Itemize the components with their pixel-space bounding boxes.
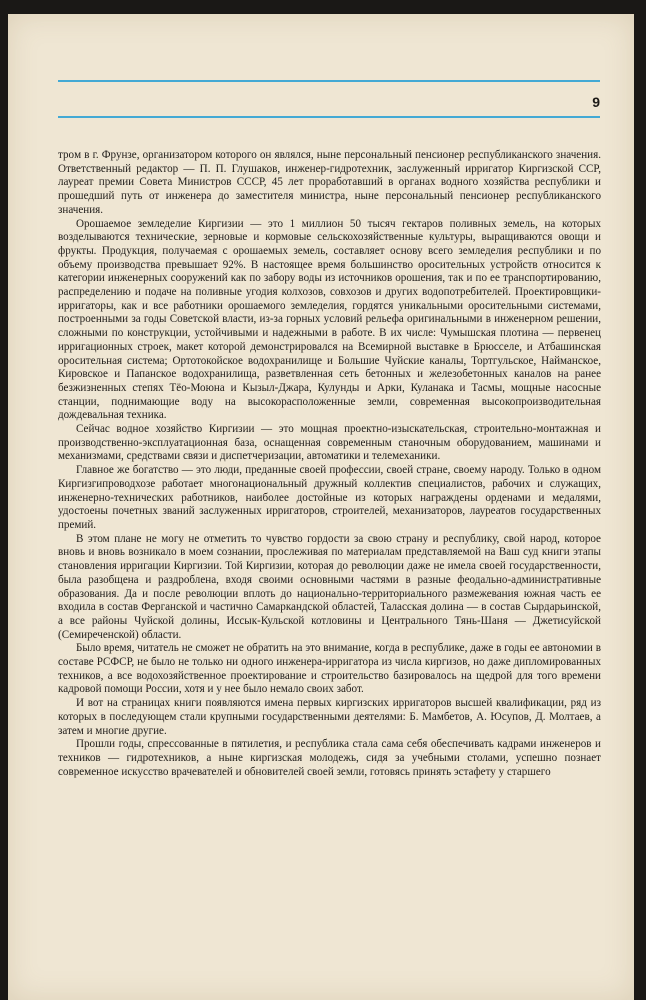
- header-bottom-rule: [58, 116, 600, 118]
- paragraph-people: Главное же богатство — это люди, преданные своей профессии, своей стране, своему народу. Только в одном Киргизгипроводхозе работает многонациональный дружный коллектив специалистов, рабочих и служащих, инженерно-технических работников, наиболее достойные из которых награждены орденами и медалями, удостоены почетных званий заслуженных ирригаторов, строителей, механизаторов, лауреатов государственных премий.: [58, 464, 601, 531]
- paragraph-history: Было время, читатель не сможет не обратить на это внимание, когда в республике, даже в годы ее автономии в составе РСФСР, не было не только ни одного инженера-ирригатора из числа киргизов, но даже дипломированных техников, а все водохозяйственное проектирование и строительство базировалось на щедрой для того времени кадровой помощи России, хотя и у нее было немало своих забот.: [58, 642, 601, 696]
- paragraph-first-irrigators: И вот на страницах книги появляются имена первых киргизских ирригаторов высшей квалификации, ряд из которых в последующем стали крупными государственными деятелями: Б. Мамбетов, А. Юсупов, Д. Молтаев, а затем и многие другие.: [58, 697, 601, 737]
- header-top-rule: [58, 80, 600, 82]
- paragraph-water-management: Сейчас водное хозяйство Киргизии — это мощная проектно-изыскательская, строительно-монтажная и производственно-эксплуатационная база, оснащенная современным станочным оборудованием, машинами и механизмами, средствами связи и диспетчеризации, автоматики и телемеханики.: [58, 423, 601, 463]
- paragraph-irrigated-agriculture: Орошаемое земледелие Киргизии — это 1 миллион 50 тысяч гектаров поливных земель, на которых возделываются технические, зерновые и кормовые сельскохозяйственные культуры, выращиваются овощи и фрукты. Продукция, получаемая с орошаемых земель, составляет основу всего земледелия республики и по объему производства превышает 92%. В настоящее время большинство оросительных устройств относится к категории инженерных сооружений как по забору воды из источников орошения, так и по ее транспортированию, распределению и подаче на поливные угодия колхозов, совхозов и других водопотребителей. Проектировщики-ирригаторы, как и все работники орошаемого земледелия, гордятся уникальными оросительными системами, построенными за годы Советской власти, из-за горных условий рельефа оригинальными в инженерном решении, сложными по конструкции, устойчивыми и надежными в работе. В их числе: Чумышская плотина — первенец ирригационных строек, макет которой демонстрировался на Всемирной выставке в Брюсселе, и Атбашинская оросительная система; Ортотокойское водохранилище и Большие Чуйские каналы, Тортгульское, Найманское, Кировское и Папанское водохранилища, разветвленная сеть бетонных и железобетонных каналов на ранее безжизненных степях Тёо-Моюна и Кызыл-Джара, Кулунды и Арки, Куланака и Тасмы, мощные насосные станции, поднимающие воду на высокорасположенные земли, современная высокопроизводительная дождевальная техника.: [58, 217, 601, 422]
- book-page: [8, 14, 634, 1000]
- page-number: 9: [592, 94, 600, 110]
- paragraph-years-passed: Прошли годы, спрессованные в пятилетия, и республика стала сама себя обеспечивать кадрами инженеров и техников — гидротехников, а ныне киргизская молодежь, сидя за учебными столами, успешно познает современное искусство врачевателей и обновителей своей земли, готовясь принять эстафету у старшего: [58, 738, 601, 778]
- body-text: [58, 149, 601, 779]
- paragraph-pride: В этом плане не могу не отметить то чувство гордости за свою страну и республику, свой народ, которое вновь и вновь возникало в моем сознании, прослеживая по материалам представляемой на Ваш суд книги этапы становления ирригации Киргизии. Той Киргизии, которая до революции даже не имела своей государственности, была разобщена и раздроблена, входя своими основными частями в разные феодально-административные образования. Да и после революции вплоть до национально-территориального размежевания южная часть ее входила в состав Ферганской и частично Самаркандской областей, Таласская долина — в состав Сырдарьинской, а все районы Чуйской долины, Иссык-Кульской котловины и Центрального Тянь-Шаня — Джетисуйской (Семиреченской) области.: [58, 532, 601, 641]
- paragraph-continuation: трoм в г. Фрунзе, организатором которого он являлся, ныне персональный пенсионер республиканского значения. Ответственный редактор — П. П. Глушаков, инженер-гидротехник, заслуженный ирригатор Киргизской ССР, лауреат премии Совета Министров СССР, 45 лет проработавший в органах водного хозяйства республики и прошедший путь от инженера до заместителя министра, ныне персональный пенсионер республиканского значения.: [58, 149, 601, 216]
